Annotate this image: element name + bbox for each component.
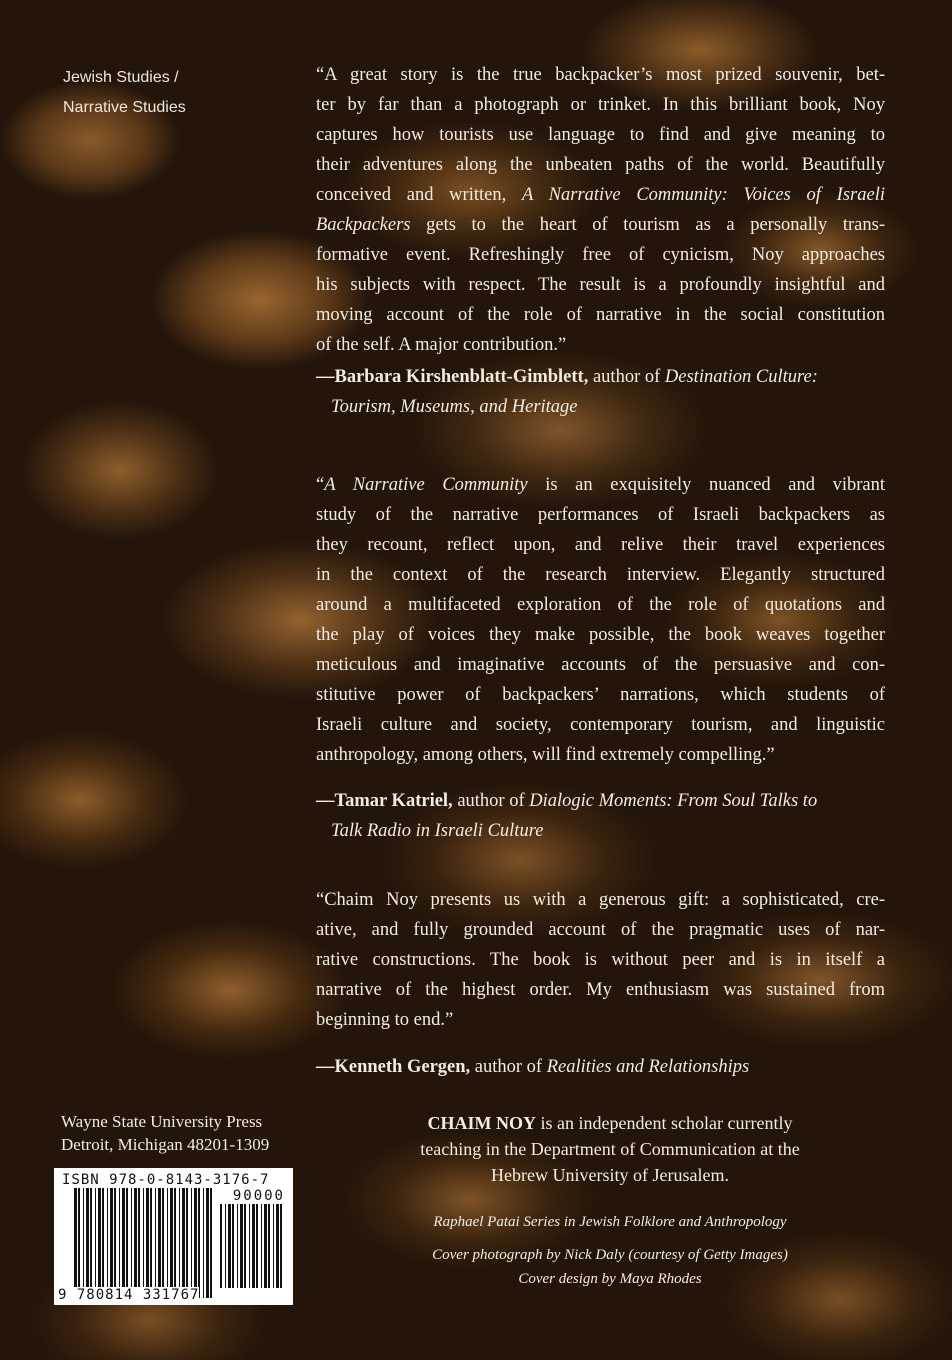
barcode-bar (261, 1204, 262, 1288)
publisher-name: Wayne State University Press (61, 1112, 263, 1131)
barcode-bar (210, 1188, 212, 1298)
barcode-bar (107, 1188, 108, 1298)
text-segment: anthropology, among others, will find extremely compelling.” (316, 745, 775, 765)
design-credit: Cover design by Maya Rhodes (518, 1271, 702, 1287)
barcode-bar (78, 1188, 80, 1298)
barcode-bar (95, 1188, 96, 1298)
text-segment: narrative of the highest order. My enthusiasm was sustained from (316, 980, 885, 1000)
barcode-bar (98, 1188, 101, 1298)
barcode-bar (228, 1204, 231, 1288)
quote-line (316, 975, 885, 1005)
blurb-1-attribution (316, 362, 885, 422)
barcode-bar (182, 1188, 185, 1298)
text-segment: rative constructions. The book is without peer and is in itself a (316, 950, 885, 970)
barcode-bar (191, 1188, 192, 1298)
barcode-bar (83, 1188, 84, 1298)
reviewer-name: —Tamar Katriel, (316, 791, 453, 811)
bio-line: is an independent scholar currently (536, 1113, 793, 1133)
publisher-address: Detroit, Michigan 48201-1309 (61, 1135, 270, 1154)
barcode-bar (138, 1188, 140, 1298)
barcode-bar (225, 1204, 226, 1288)
barcode-bar (131, 1188, 132, 1298)
barcode-bar (276, 1204, 279, 1288)
quote-line (316, 530, 885, 560)
text-segment: his subjects with respect. The result is a profoundly insightful and (316, 275, 885, 295)
book-title: Dialogic Moments: From Soul Talks to (529, 791, 818, 811)
quote-line (316, 885, 885, 915)
blurb-3-attribution (316, 1052, 885, 1082)
barcode-bar (110, 1188, 113, 1298)
price-barcode-bars (220, 1204, 286, 1288)
reviewer-name: —Barbara Kirshenblatt-Gimblett, (316, 367, 589, 387)
quote-line (316, 710, 885, 740)
text-segment: their adventures along the unbeaten paths of the world. Beautifully (316, 155, 885, 175)
text-segment: captures how tourists use language to find and give meaning to (316, 125, 885, 145)
text-segment: in the context of the research interview. Elegantly structured (316, 565, 885, 585)
photo-credit: Cover photograph by Nick Daly (courtesy of Getty Images) (432, 1247, 788, 1263)
barcode-bar (237, 1204, 238, 1288)
barcode-bar (90, 1188, 92, 1298)
text-segment: author of (588, 367, 665, 387)
book-title: Tourism, Museums, and Heritage (331, 397, 578, 417)
quote-line (316, 590, 885, 620)
blurb-2 (316, 470, 885, 770)
text-segment: of the self. A major contribution.” (316, 335, 567, 355)
quote-line (316, 945, 885, 975)
barcode-bar (256, 1204, 258, 1288)
quote-line (316, 210, 885, 240)
book-title: Destination Culture: (664, 367, 818, 387)
quote-line (316, 120, 885, 150)
barcode-bar (122, 1188, 125, 1298)
quote-line (316, 680, 885, 710)
barcode-bar (249, 1204, 250, 1288)
barcode-bar (252, 1204, 255, 1288)
barcode-bar (203, 1188, 204, 1298)
series-name: Raphael Patai Series in Jewish Folklore and Anthropology (433, 1214, 787, 1230)
quote-line (316, 500, 885, 530)
book-title: A Narrative Community: Voices of Israeli (521, 185, 885, 205)
barcode-bar (155, 1188, 156, 1298)
text-segment: study of the narrative performances of Israeli backpackers as (316, 505, 885, 525)
blurb-1 (316, 60, 885, 360)
author-name: CHAIM NOY (427, 1113, 537, 1133)
barcode-bar (146, 1188, 149, 1298)
barcode-bar (158, 1188, 161, 1298)
barcode-bar (264, 1204, 267, 1288)
text-segment: is an exquisitely nuanced and vibrant (527, 475, 885, 495)
barcode-bar (150, 1188, 152, 1298)
barcode-bar (174, 1188, 176, 1298)
barcode-bar (206, 1188, 209, 1298)
text-segment: conceived and written, (316, 185, 522, 205)
barcode-bar (102, 1188, 104, 1298)
text-segment: ter by far than a photograph or trinket. In this brilliant book, Noy (316, 95, 885, 115)
text-segment: “Chaim Noy presents us with a generous gift: a sophisticated, cre- (316, 890, 885, 910)
barcode-bar (114, 1188, 116, 1298)
bio-line: teaching in the Department of Communication at the (420, 1139, 800, 1159)
subject-line: Narrative Studies (63, 99, 186, 116)
quote-line (316, 60, 885, 90)
quote-line (316, 180, 885, 210)
quote-line (316, 620, 885, 650)
barcode-bar (240, 1204, 243, 1288)
book-title: Realities and Relationships (546, 1057, 750, 1077)
isbn-text: ISBN 978-0-8143-3176-7 (62, 1172, 270, 1188)
quote-line (316, 330, 885, 360)
barcode-bar (170, 1188, 173, 1298)
barcode-bar (268, 1204, 270, 1288)
barcode-bar (74, 1188, 77, 1298)
quote-line (316, 300, 885, 330)
barcode-bar (86, 1188, 89, 1298)
barcode-bar (194, 1188, 197, 1298)
quote-line (316, 240, 885, 270)
quote-line (316, 1005, 885, 1035)
barcode-bar (167, 1188, 168, 1298)
barcode-bars (74, 1188, 214, 1298)
subject-category (63, 63, 186, 123)
barcode-bar (220, 1204, 222, 1288)
attribution-line (316, 392, 885, 422)
quote-line (316, 650, 885, 680)
reviewer-name: —Kenneth Gergen, (316, 1057, 471, 1077)
bio-line: Hebrew University of Jerusalem. (491, 1165, 729, 1185)
author-bio (330, 1110, 890, 1188)
text-segment: stitutive power of backpackers’ narrations, which students of (316, 685, 885, 705)
quote-line (316, 560, 885, 590)
quote-line (316, 740, 885, 770)
barcode-bar (179, 1188, 180, 1298)
barcode-bar (186, 1188, 188, 1298)
barcode-bar (244, 1204, 246, 1288)
attribution-line (316, 786, 885, 816)
quote-line (316, 150, 885, 180)
text-segment: they recount, reflect upon, and relive their travel experiences (316, 535, 885, 555)
barcode-bar (280, 1204, 282, 1288)
text-segment: beginning to end.” (316, 1010, 454, 1030)
barcode-bar (126, 1188, 128, 1298)
barcode-bar (273, 1204, 274, 1288)
attribution-line (316, 362, 885, 392)
barcode-bar (198, 1188, 200, 1298)
quote-line (316, 470, 885, 500)
text-segment: Israeli culture and society, contemporary tourism, and linguistic (316, 715, 885, 735)
attribution-line (316, 1052, 885, 1082)
text-segment: author of (470, 1057, 547, 1077)
text-segment: the play of voices they make possible, the book weaves together (316, 625, 885, 645)
quote-line (316, 915, 885, 945)
blurb-3 (316, 885, 885, 1035)
text-segment: formative event. Refreshingly free of cynicism, Noy approaches (316, 245, 885, 265)
text-segment: author of (452, 791, 530, 811)
quote-line (316, 270, 885, 300)
book-title: Backpackers (316, 215, 411, 235)
barcode-number: 9 780814 331767 (58, 1287, 200, 1303)
text-segment: gets to the heart of tourism as a personally trans- (410, 215, 885, 235)
quote-line (316, 90, 885, 120)
attribution-line (316, 816, 885, 846)
book-title: Talk Radio in Israeli Culture (331, 821, 544, 841)
barcode-bar (143, 1188, 144, 1298)
book-title: A Narrative Community (324, 475, 528, 495)
text-segment: “ (316, 475, 325, 495)
subject-line: Jewish Studies / (63, 69, 179, 86)
isbn-barcode (54, 1168, 293, 1305)
barcode-bar (162, 1188, 164, 1298)
blurb-2-attribution (316, 786, 885, 846)
barcode-bar (134, 1188, 137, 1298)
barcode-bar (119, 1188, 120, 1298)
text-segment: ative, and fully grounded account of the pragmatic uses of nar- (316, 920, 885, 940)
price-code: 90000 (232, 1188, 285, 1204)
text-segment: moving account of the role of narrative in the social constitution (316, 305, 885, 325)
text-segment: “A great story is the true backpacker’s most prized souvenir, bet- (316, 65, 885, 85)
barcode-bar (232, 1204, 234, 1288)
text-segment: around a multifaceted exploration of the role of quotations and (316, 595, 885, 615)
text-segment: meticulous and imaginative accounts of the persuasive and con- (316, 655, 885, 675)
publisher-info (61, 1110, 269, 1156)
